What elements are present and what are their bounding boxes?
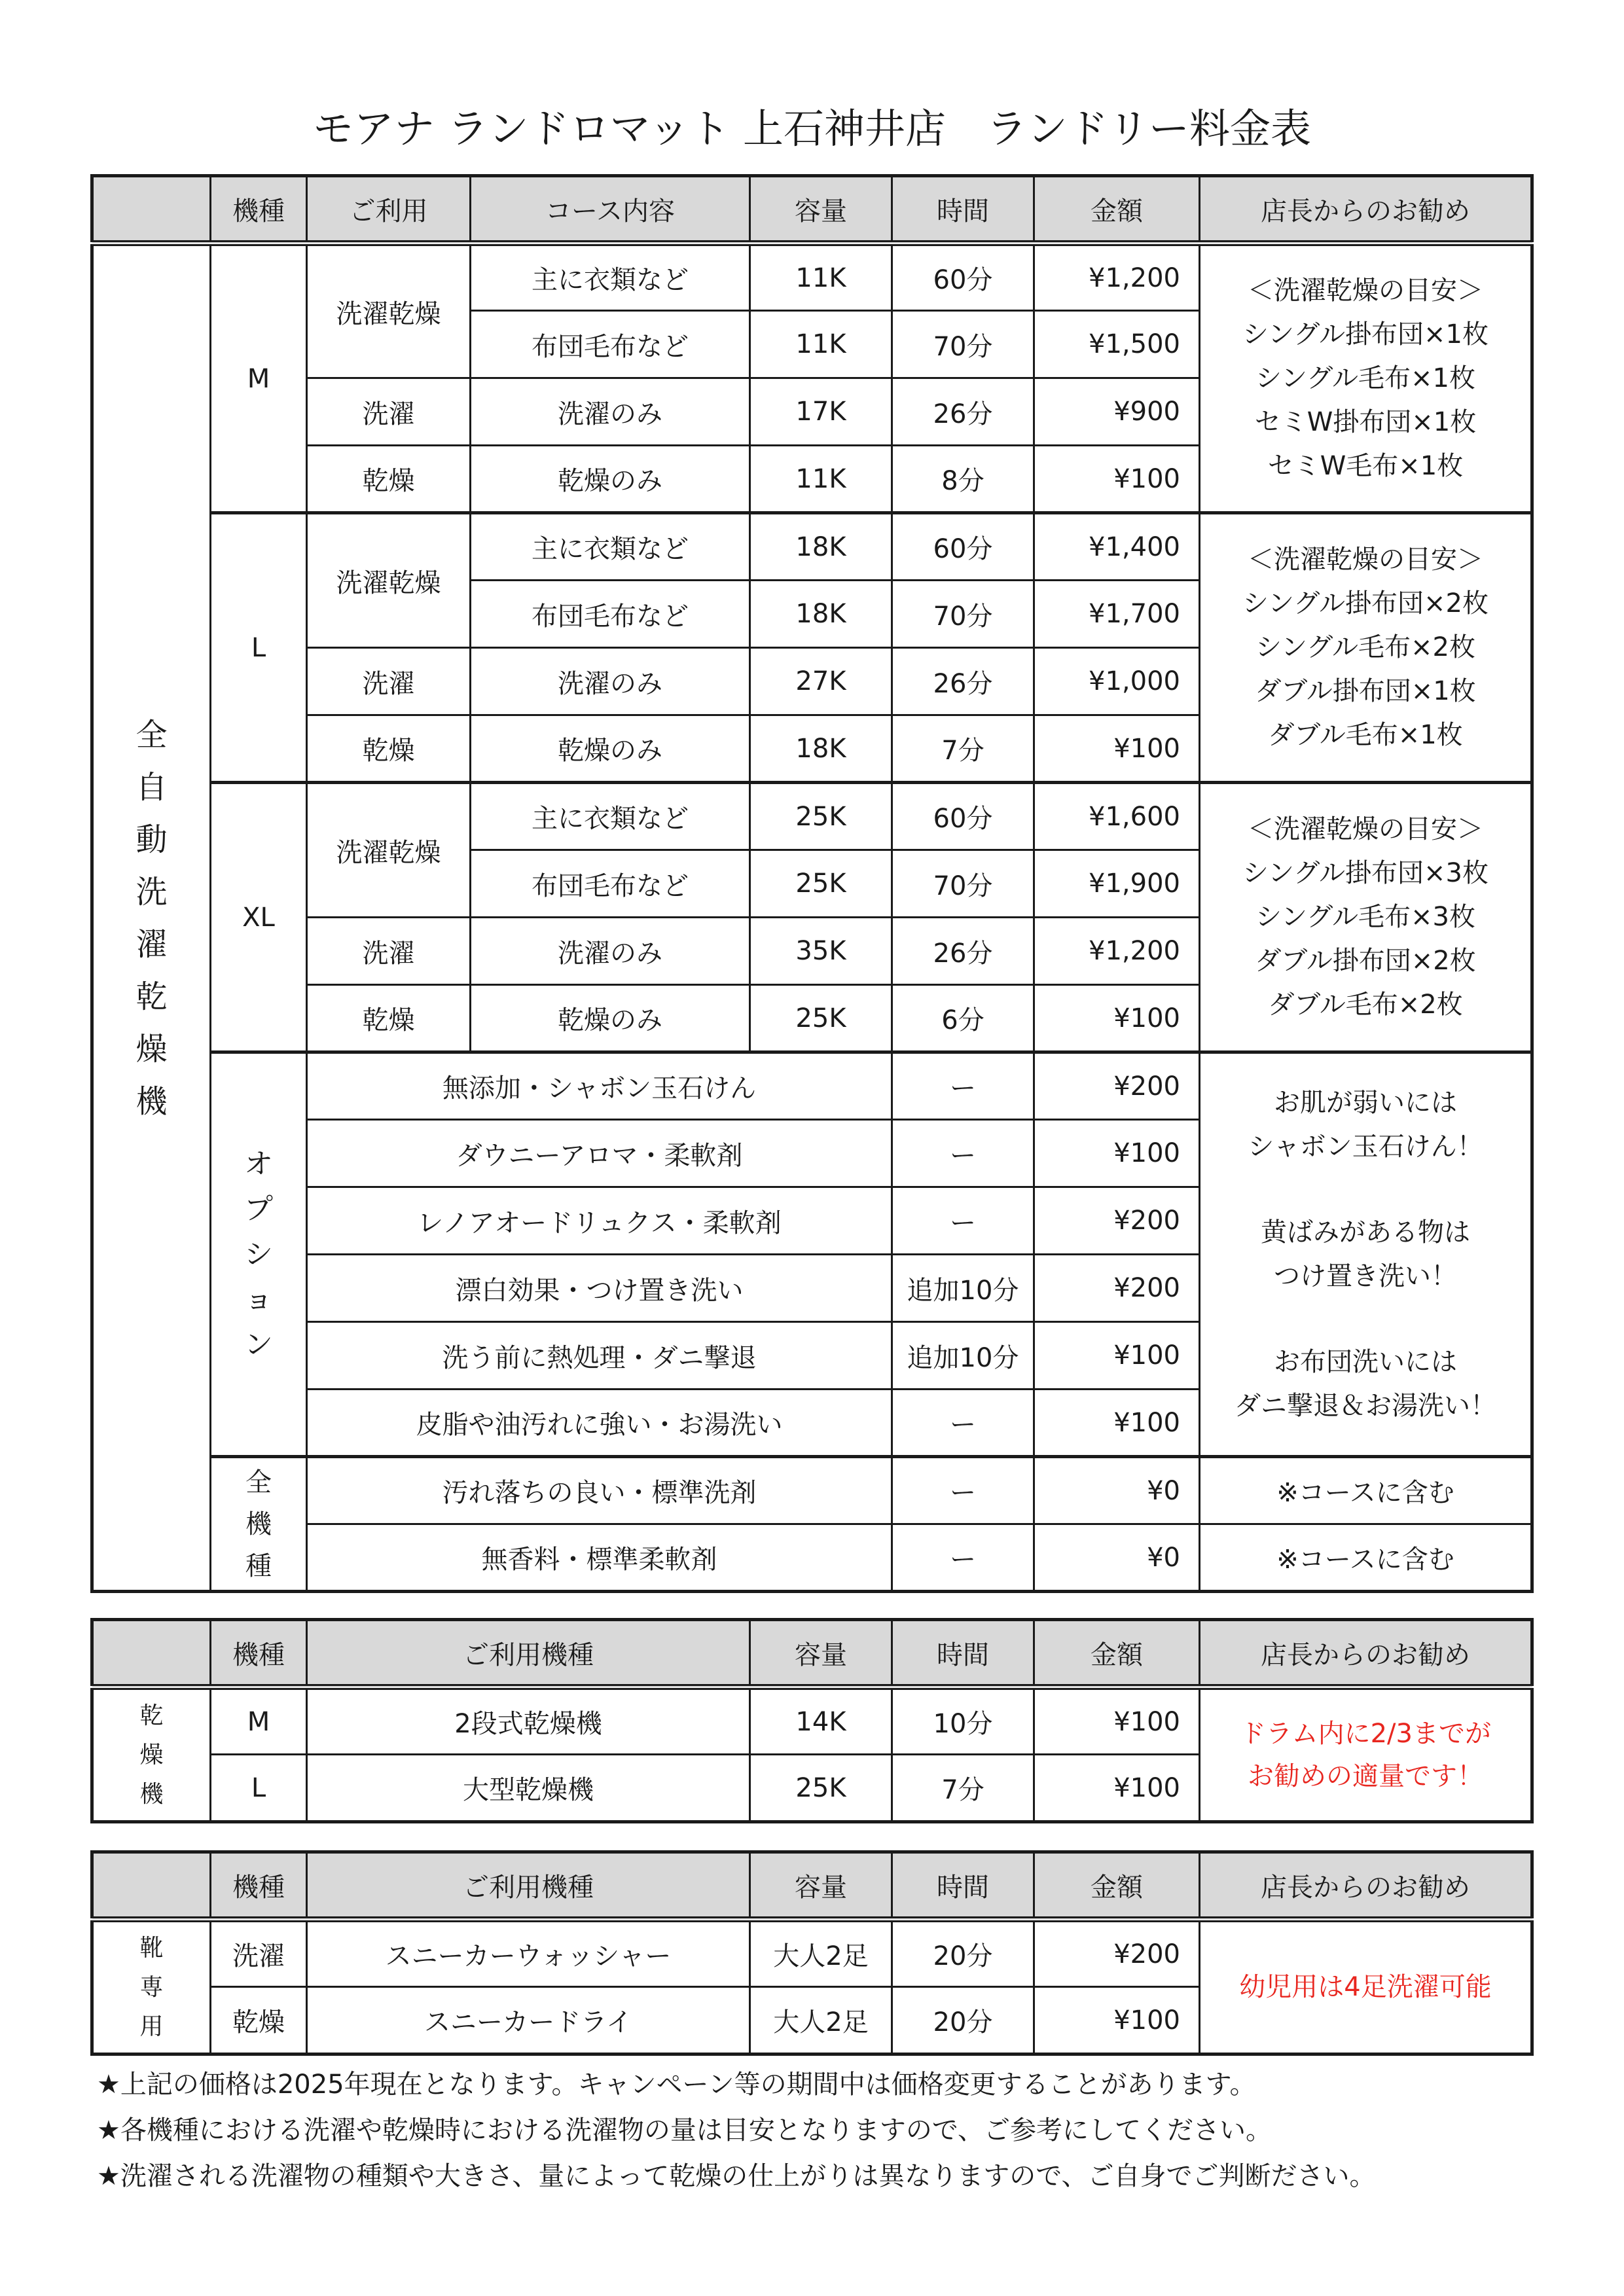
- price-cell: ¥200: [1034, 1052, 1200, 1120]
- table-row: [92, 1687, 1532, 1755]
- price-cell: ¥0: [1034, 1457, 1200, 1524]
- all-models-label: 全機種: [245, 1467, 272, 1581]
- recommend-cell: [1200, 1920, 1532, 2054]
- category-label: 乾燥機: [139, 1702, 164, 1808]
- header-row: [92, 1620, 1532, 1687]
- price-cell: ¥100: [1034, 985, 1200, 1052]
- option-name-cell: 皮脂や油汚れに強い・お湯洗い: [307, 1390, 892, 1457]
- header-row: [92, 1852, 1532, 1920]
- recommend-note: [1200, 1340, 1530, 1428]
- header-machine: ご利用機種: [307, 1852, 750, 1920]
- category-cell: [92, 1687, 211, 1822]
- recommend-cell: [1200, 1687, 1532, 1822]
- model-cell: M: [211, 1687, 307, 1755]
- note-line: シングル掛布団×3枚: [1242, 858, 1489, 888]
- recommend-note: [1200, 269, 1530, 488]
- header-machine: ご利用機種: [307, 1620, 750, 1687]
- header-recommend: 店長からのお勧め: [1200, 1852, 1532, 1920]
- price-cell: ¥1,700: [1034, 581, 1200, 648]
- note-line: 黄ばみがある物は: [1261, 1217, 1470, 1247]
- header-capacity: 容量: [750, 1852, 892, 1920]
- usage-cell: 洗濯: [307, 378, 471, 446]
- note-line: セミW掛布団×1枚: [1254, 407, 1477, 437]
- usage-cell: 乾燥: [307, 985, 471, 1052]
- footnotes: [97, 2062, 1375, 2199]
- time-cell: 26分: [892, 918, 1034, 985]
- price-cell: ¥1,000: [1034, 648, 1200, 715]
- time-cell: ー: [892, 1187, 1034, 1255]
- capacity-cell: 25K: [750, 783, 892, 850]
- note-line: シングル毛布×2枚: [1255, 632, 1475, 662]
- table-row: [92, 1524, 1532, 1592]
- price-cell: ¥1,200: [1034, 918, 1200, 985]
- course-cell: 乾燥のみ: [471, 985, 750, 1052]
- capacity-cell: 11K: [750, 446, 892, 513]
- model-cell: 乾燥: [211, 1987, 307, 2054]
- usage-cell: 洗濯乾燥: [307, 513, 471, 648]
- note-line: シングル毛布×1枚: [1255, 363, 1475, 393]
- capacity-cell: 大人2足: [750, 1920, 892, 1987]
- capacity-cell: 18K: [750, 715, 892, 783]
- table-row: [92, 243, 1532, 311]
- note-heading: ＜洗濯乾燥の目安＞: [1248, 276, 1483, 306]
- note-heading: ＜洗濯乾燥の目安＞: [1248, 545, 1483, 575]
- course-cell: 乾燥のみ: [471, 446, 750, 513]
- shoe-price-table: [90, 1850, 1534, 2056]
- detergent-name-cell: 無香料・標準柔軟剤: [307, 1524, 892, 1592]
- header-capacity: 容量: [750, 1620, 892, 1687]
- machine-cell: スニーカードライ: [307, 1987, 750, 2054]
- header-price: 金額: [1034, 176, 1200, 243]
- table-row: [92, 1920, 1532, 1987]
- model-cell: 洗濯: [211, 1920, 307, 1987]
- capacity-cell: 25K: [750, 1755, 892, 1822]
- option-name-cell: ダウニーアロマ・柔軟剤: [307, 1120, 892, 1187]
- recommend-note: [1200, 1211, 1530, 1299]
- footnote: ★上記の価格は2025年現在となります。キャンペーン等の期間中は価格変更することがあります。: [97, 2070, 1256, 2100]
- time-cell: 7分: [892, 715, 1034, 783]
- machine-cell: スニーカーウォッシャー: [307, 1920, 750, 1987]
- washer-dryer-price-table: [90, 174, 1534, 1593]
- machine-cell: 2段式乾燥機: [307, 1687, 750, 1755]
- time-cell: 6分: [892, 985, 1034, 1052]
- capacity-cell: 大人2足: [750, 1987, 892, 2054]
- option-name-cell: 無添加・シャボン玉石けん: [307, 1052, 892, 1120]
- footnote: ★各機種における洗濯や乾燥時における洗濯物の量は目安となりますので、ご参考にしてください。: [97, 2115, 1272, 2145]
- price-cell: ¥1,200: [1034, 243, 1200, 311]
- time-cell: ー: [892, 1524, 1034, 1592]
- course-cell: 洗濯のみ: [471, 648, 750, 715]
- option-label: オプション: [244, 1147, 273, 1361]
- time-cell: 60分: [892, 783, 1034, 850]
- header-price: 金額: [1034, 1852, 1200, 1920]
- capacity-cell: 18K: [750, 581, 892, 648]
- time-cell: 70分: [892, 311, 1034, 378]
- note-line: ダブル掛布団×2枚: [1255, 946, 1476, 976]
- time-cell: 8分: [892, 446, 1034, 513]
- recommend-cell: [1200, 513, 1532, 783]
- note-line: シングル毛布×3枚: [1255, 902, 1475, 932]
- time-cell: 26分: [892, 378, 1034, 446]
- price-cell: ¥200: [1034, 1187, 1200, 1255]
- usage-cell: 洗濯: [307, 648, 471, 715]
- time-cell: 20分: [892, 1920, 1034, 1987]
- note-line: シャボン玉石けん！: [1248, 1131, 1483, 1162]
- all-models-label-cell: [211, 1457, 307, 1592]
- price-cell: ¥1,600: [1034, 783, 1200, 850]
- table-row: [92, 783, 1532, 850]
- note-line: セミW毛布×1枚: [1267, 451, 1464, 481]
- model-cell: L: [211, 513, 307, 783]
- header-capacity: 容量: [750, 176, 892, 243]
- capacity-cell: 11K: [750, 243, 892, 311]
- capacity-cell: 18K: [750, 513, 892, 581]
- time-cell: ー: [892, 1390, 1034, 1457]
- page-title: モアナ ランドロマット 上石神井店 ランドリー料金表: [313, 105, 1311, 152]
- recommend-note: [1200, 1713, 1530, 1798]
- recommend-note: [1200, 538, 1530, 757]
- header-blank-cell: [92, 1852, 211, 1920]
- recommend-cell: [1200, 1052, 1532, 1457]
- recommend-cell: ※コースに含む: [1200, 1457, 1532, 1524]
- category-cell: [92, 1920, 211, 2054]
- course-cell: 洗濯のみ: [471, 918, 750, 985]
- capacity-cell: 27K: [750, 648, 892, 715]
- header-time: 時間: [892, 176, 1034, 243]
- price-cell: ¥1,900: [1034, 850, 1200, 918]
- detergent-name-cell: 汚れ落ちの良い・標準洗剤: [307, 1457, 892, 1524]
- usage-cell: 乾燥: [307, 446, 471, 513]
- note-line: シングル掛布団×2枚: [1242, 588, 1489, 619]
- price-cell: ¥100: [1034, 1687, 1200, 1755]
- model-cell: M: [211, 243, 307, 513]
- machine-cell: 大型乾燥機: [307, 1755, 750, 1822]
- option-name-cell: レノアオードリュクス・柔軟剤: [307, 1187, 892, 1255]
- course-cell: 洗濯のみ: [471, 378, 750, 446]
- category-label: 靴専用: [139, 1934, 164, 2040]
- price-cell: ¥0: [1034, 1524, 1200, 1592]
- table-row: [92, 1457, 1532, 1524]
- note-line: つけ置き洗い！: [1274, 1261, 1457, 1291]
- price-cell: ¥100: [1034, 1755, 1200, 1822]
- capacity-cell: 17K: [750, 378, 892, 446]
- header-row: [92, 176, 1532, 243]
- price-cell: ¥900: [1034, 378, 1200, 446]
- note-line: シングル掛布団×1枚: [1242, 319, 1489, 350]
- header-model: 機種: [211, 1620, 307, 1687]
- recommend-note: [1200, 808, 1530, 1027]
- recommend-cell: [1200, 243, 1532, 513]
- time-cell: 70分: [892, 850, 1034, 918]
- price-cell: ¥1,500: [1034, 311, 1200, 378]
- time-cell: 60分: [892, 513, 1034, 581]
- time-cell: 60分: [892, 243, 1034, 311]
- course-cell: 主に衣類など: [471, 513, 750, 581]
- header-usage: ご利用: [307, 176, 471, 243]
- table-row: [92, 1052, 1532, 1120]
- model-cell: L: [211, 1755, 307, 1822]
- category-label: 全自動洗濯乾燥機: [135, 716, 168, 1120]
- header-model: 機種: [211, 1852, 307, 1920]
- course-cell: 主に衣類など: [471, 783, 750, 850]
- price-cell: ¥100: [1034, 1322, 1200, 1390]
- header-price: 金額: [1034, 1620, 1200, 1687]
- note-line: ダブル毛布×2枚: [1268, 990, 1463, 1020]
- course-cell: 布団毛布など: [471, 581, 750, 648]
- time-cell: ー: [892, 1052, 1034, 1120]
- course-cell: 乾燥のみ: [471, 715, 750, 783]
- note-line: ドラム内に2/3までが: [1240, 1718, 1491, 1749]
- category-cell: [92, 243, 211, 1592]
- capacity-cell: 35K: [750, 918, 892, 985]
- time-cell: 70分: [892, 581, 1034, 648]
- usage-cell: 乾燥: [307, 715, 471, 783]
- header-blank-cell: [92, 176, 211, 243]
- price-cell: ¥100: [1034, 446, 1200, 513]
- time-cell: ー: [892, 1457, 1034, 1524]
- model-cell: XL: [211, 783, 307, 1052]
- price-cell: ¥100: [1034, 1120, 1200, 1187]
- table-row: [92, 513, 1532, 581]
- price-cell: ¥100: [1034, 715, 1200, 783]
- note-line: ダニ撃退＆お湯洗い！: [1235, 1390, 1496, 1421]
- option-name-cell: 漂白効果・つけ置き洗い: [307, 1255, 892, 1322]
- time-cell: ー: [892, 1120, 1034, 1187]
- time-cell: 20分: [892, 1987, 1034, 2054]
- header-recommend: 店長からのお勧め: [1200, 176, 1532, 243]
- time-cell: 10分: [892, 1687, 1034, 1755]
- usage-cell: 洗濯乾燥: [307, 243, 471, 378]
- note-line: お肌が弱いには: [1274, 1087, 1457, 1118]
- capacity-cell: 25K: [750, 850, 892, 918]
- capacity-cell: 11K: [750, 311, 892, 378]
- recommend-note: 幼児用は4足洗濯可能: [1239, 1972, 1492, 2002]
- note-line: お勧めの適量です！: [1248, 1761, 1483, 1791]
- header-time: 時間: [892, 1620, 1034, 1687]
- price-cell: ¥200: [1034, 1920, 1200, 1987]
- price-cell: ¥200: [1034, 1255, 1200, 1322]
- note-line: ダブル毛布×1枚: [1268, 720, 1463, 750]
- capacity-cell: 25K: [750, 985, 892, 1052]
- time-cell: 追加10分: [892, 1322, 1034, 1390]
- recommend-note: [1200, 1081, 1530, 1169]
- footnote: ★洗濯される洗濯物の種類や大きさ、量によって乾燥の仕上がりは異なりますので、ご自身でご判断ださい。: [97, 2161, 1376, 2191]
- price-cell: ¥100: [1034, 1987, 1200, 2054]
- header-time: 時間: [892, 1852, 1034, 1920]
- price-cell: ¥100: [1034, 1390, 1200, 1457]
- capacity-cell: 14K: [750, 1687, 892, 1755]
- recommend-cell: ※コースに含む: [1200, 1524, 1532, 1592]
- note-line: ダブル掛布団×1枚: [1255, 676, 1476, 706]
- header-model: 機種: [211, 176, 307, 243]
- usage-cell: 洗濯: [307, 918, 471, 985]
- header-blank-cell: [92, 1620, 211, 1687]
- course-cell: 布団毛布など: [471, 850, 750, 918]
- option-label-cell: [211, 1052, 307, 1457]
- note-line: お布団洗いには: [1274, 1346, 1457, 1377]
- course-cell: 布団毛布など: [471, 311, 750, 378]
- price-cell: ¥1,400: [1034, 513, 1200, 581]
- dryer-price-table: [90, 1618, 1534, 1823]
- option-name-cell: 洗う前に熱処理・ダニ撃退: [307, 1322, 892, 1390]
- time-cell: 追加10分: [892, 1255, 1034, 1322]
- usage-cell: 洗濯乾燥: [307, 783, 471, 918]
- course-cell: 主に衣類など: [471, 243, 750, 311]
- note-heading: ＜洗濯乾燥の目安＞: [1248, 814, 1483, 844]
- header-course: コース内容: [471, 176, 750, 243]
- header-recommend: 店長からのお勧め: [1200, 1620, 1532, 1687]
- time-cell: 26分: [892, 648, 1034, 715]
- recommend-cell: [1200, 783, 1532, 1052]
- time-cell: 7分: [892, 1755, 1034, 1822]
